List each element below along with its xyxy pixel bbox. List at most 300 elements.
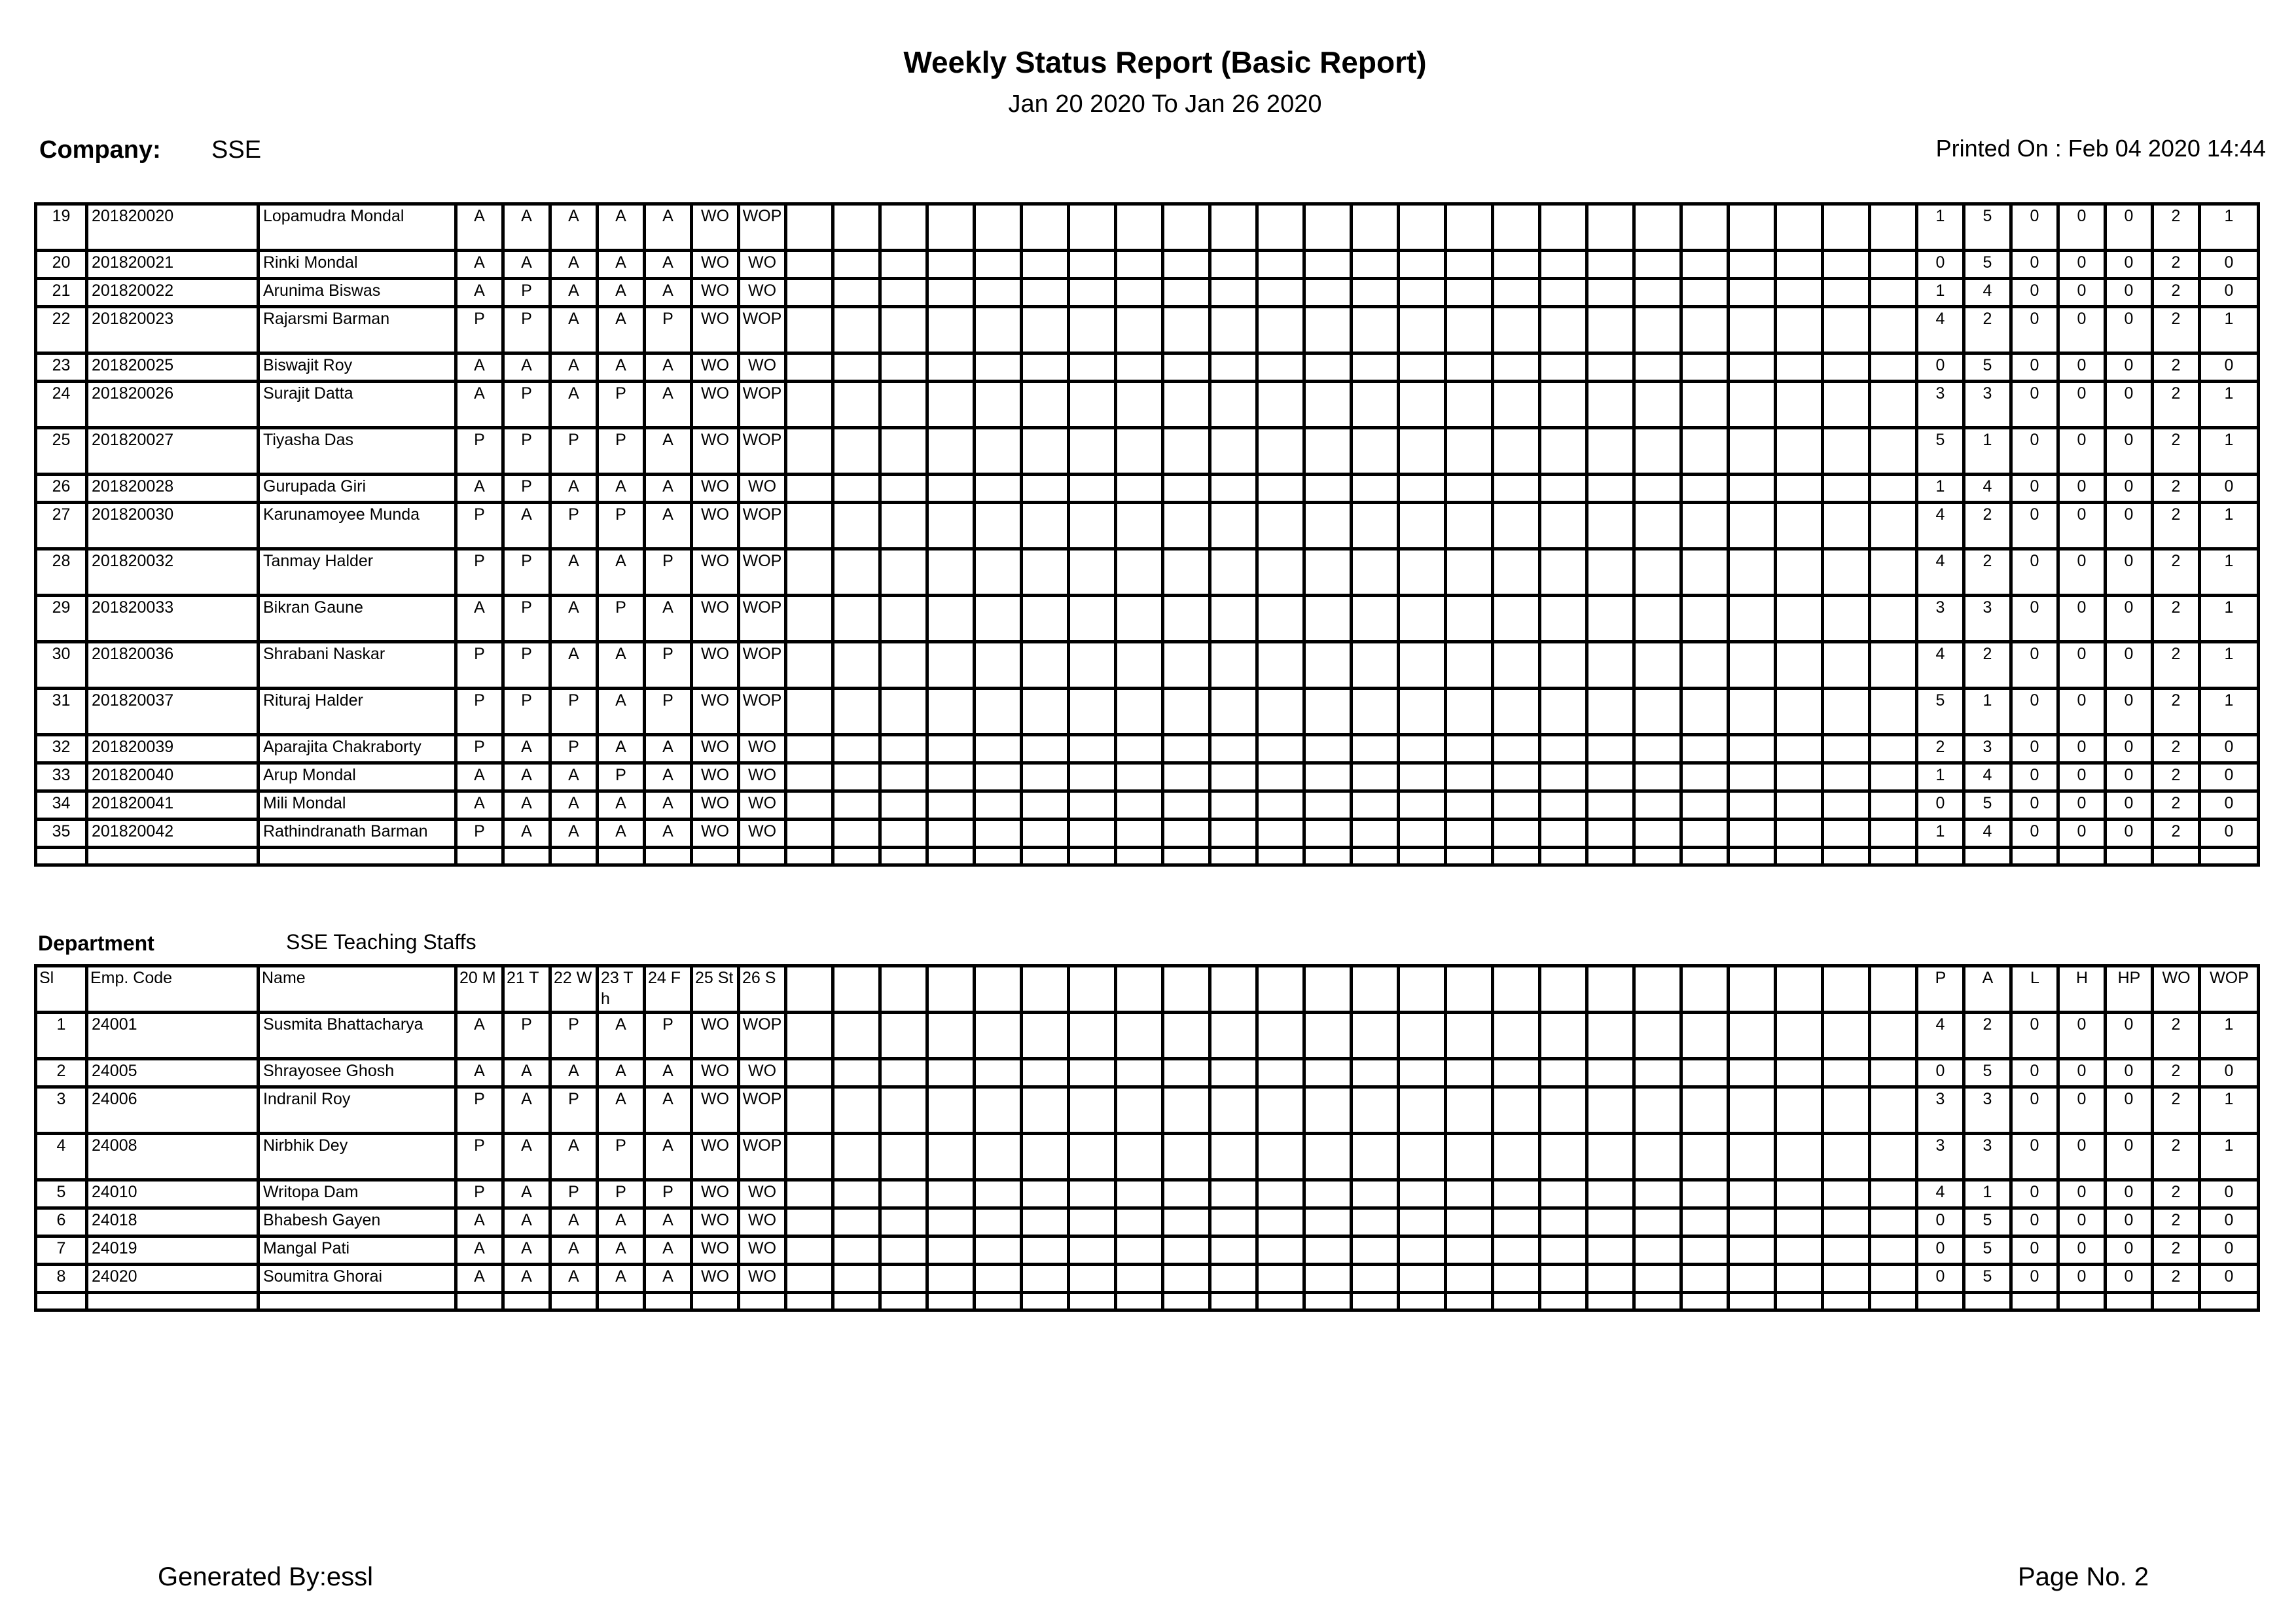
day-cell: A: [456, 596, 503, 642]
name-cell: Nirbhik Dey: [259, 1134, 456, 1180]
empty-day-cell: [1540, 382, 1587, 428]
day-cell: WO: [739, 1180, 786, 1208]
l-count-cell: 0: [2011, 642, 2058, 689]
day-cell: A: [456, 1265, 503, 1293]
empty-day-cell: [1587, 279, 1634, 307]
empty-day-cell: [1823, 1208, 1870, 1236]
empty-day-cell: [1587, 966, 1634, 1013]
wo-count-cell: 2: [2153, 1208, 2200, 1236]
empty-day-cell: [1634, 735, 1681, 763]
empty-day-cell: [1634, 1208, 1681, 1236]
empty-day-cell: [1304, 1013, 1352, 1059]
empty-day-cell: [1257, 353, 1304, 382]
empty-day-cell: [1681, 1208, 1729, 1236]
wo-count-cell: 2: [2153, 596, 2200, 642]
day-cell: WO: [739, 1059, 786, 1087]
empty-day-cell: [1870, 1134, 1917, 1180]
wop-count-cell: 0: [2200, 820, 2259, 848]
empty-day-cell: [1634, 1265, 1681, 1293]
emp-code-cell: 201820023: [87, 307, 259, 353]
wop-count-cell: 0: [2200, 1265, 2259, 1293]
day-cell: WO: [692, 1059, 739, 1087]
empty-day-cell: [1729, 596, 1776, 642]
empty-day-cell: [1069, 475, 1116, 503]
empty-day-cell: [975, 1013, 1022, 1059]
empty-day-cell: [1399, 1059, 1446, 1087]
sl-cell: 20: [36, 251, 87, 279]
empty-day-cell: [1116, 251, 1163, 279]
l-count-cell: 0: [2011, 428, 2058, 475]
wop-count-cell: 0: [2200, 279, 2259, 307]
empty-day-cell: [1304, 307, 1352, 353]
empty-day-cell: [1823, 204, 1870, 251]
empty-day-cell: [1681, 642, 1729, 689]
name-cell: Tanmay Halder: [259, 549, 456, 596]
empty-day-cell: [1729, 966, 1776, 1013]
empty-day-cell: [1729, 1013, 1776, 1059]
empty-day-cell: [1493, 307, 1540, 353]
empty-day-cell: [1163, 279, 1210, 307]
empty-cell: [259, 848, 456, 865]
emp-code-cell: 201820036: [87, 642, 259, 689]
empty-day-cell: [1870, 966, 1917, 1013]
empty-day-cell: [1163, 820, 1210, 848]
empty-day-cell: [1304, 353, 1352, 382]
empty-cell: [1163, 1293, 1210, 1310]
empty-day-cell: [1163, 1180, 1210, 1208]
empty-day-cell: [1446, 1180, 1493, 1208]
empty-day-cell: [1069, 279, 1116, 307]
a-count-cell: 5: [1964, 251, 2011, 279]
empty-day-cell: [1587, 1087, 1634, 1134]
empty-day-cell: [1681, 763, 1729, 791]
hp-count-cell: 0: [2106, 596, 2153, 642]
empty-cell: [1634, 1293, 1681, 1310]
empty-cell: [550, 848, 598, 865]
day-cell: A: [550, 1059, 598, 1087]
empty-day-cell: [1776, 279, 1823, 307]
empty-day-cell: [880, 966, 927, 1013]
empty-day-cell: [1540, 307, 1587, 353]
empty-day-cell: [1163, 382, 1210, 428]
table-row: [36, 763, 2259, 791]
h-count-cell: 0: [2058, 1134, 2106, 1180]
day-cell: WO: [739, 820, 786, 848]
empty-day-cell: [975, 763, 1022, 791]
wop-count-cell: 1: [2200, 204, 2259, 251]
empty-day-cell: [1210, 353, 1257, 382]
day-cell: WO: [692, 1013, 739, 1059]
empty-cell: [2153, 1293, 2200, 1310]
wo-count-cell: 2: [2153, 475, 2200, 503]
empty-day-cell: [1257, 382, 1304, 428]
empty-day-cell: [1116, 307, 1163, 353]
empty-day-cell: [1446, 1059, 1493, 1087]
empty-cell: [1022, 848, 1069, 865]
empty-day-cell: [1352, 791, 1399, 820]
day-cell: WO: [739, 735, 786, 763]
empty-day-cell: [1399, 307, 1446, 353]
empty-day-cell: [1823, 279, 1870, 307]
wo-count-cell: 2: [2153, 763, 2200, 791]
empty-day-cell: [1069, 820, 1116, 848]
day-cell: A: [456, 763, 503, 791]
wop-count-cell: 1: [2200, 596, 2259, 642]
empty-day-cell: [927, 763, 975, 791]
empty-day-cell: [833, 1059, 880, 1087]
empty-day-cell: [1210, 279, 1257, 307]
empty-day-cell: [786, 1087, 833, 1134]
h-count-cell: 0: [2058, 596, 2106, 642]
empty-day-cell: [1022, 1265, 1069, 1293]
name-cell: Rajarsmi Barman: [259, 307, 456, 353]
empty-day-cell: [1163, 642, 1210, 689]
empty-day-cell: [1304, 1236, 1352, 1265]
hp-count-cell: 0: [2106, 1013, 2153, 1059]
empty-day-cell: [1022, 1087, 1069, 1134]
empty-day-cell: [1163, 1236, 1210, 1265]
empty-day-cell: [786, 1059, 833, 1087]
empty-day-cell: [1823, 382, 1870, 428]
empty-day-cell: [833, 382, 880, 428]
p-count-cell: 5: [1917, 689, 1964, 735]
table-row: [36, 1059, 2259, 1087]
empty-day-cell: [1022, 820, 1069, 848]
empty-day-cell: [927, 475, 975, 503]
emp-code-cell: 201820028: [87, 475, 259, 503]
day-cell: A: [503, 251, 550, 279]
p-count-cell: 1: [1917, 820, 1964, 848]
empty-day-cell: [1870, 1087, 1917, 1134]
empty-day-cell: [1069, 503, 1116, 549]
day-cell: WOP: [739, 549, 786, 596]
empty-day-cell: [1210, 1013, 1257, 1059]
empty-day-cell: [1681, 1236, 1729, 1265]
empty-day-cell: [786, 382, 833, 428]
empty-day-cell: [1069, 428, 1116, 475]
empty-day-cell: [1681, 689, 1729, 735]
day-cell: A: [645, 763, 692, 791]
day-cell: WO: [692, 279, 739, 307]
name-cell: Susmita Bhattacharya: [259, 1013, 456, 1059]
empty-cell: [2153, 848, 2200, 865]
empty-day-cell: [1634, 763, 1681, 791]
p-count-cell: 1: [1917, 763, 1964, 791]
day-cell: WO: [739, 791, 786, 820]
h-count-cell: 0: [2058, 307, 2106, 353]
empty-day-cell: [1446, 596, 1493, 642]
day-cell: P: [598, 763, 645, 791]
empty-day-cell: [1776, 1087, 1823, 1134]
column-header: 24 F: [645, 966, 692, 1013]
empty-day-cell: [1681, 428, 1729, 475]
day-cell: WOP: [739, 503, 786, 549]
empty-day-cell: [1304, 549, 1352, 596]
l-count-cell: 0: [2011, 763, 2058, 791]
column-header: 20 M: [456, 966, 503, 1013]
empty-day-cell: [1069, 1013, 1116, 1059]
day-cell: WOP: [739, 204, 786, 251]
wo-count-cell: 2: [2153, 1265, 2200, 1293]
empty-day-cell: [1540, 279, 1587, 307]
empty-day-cell: [1446, 1265, 1493, 1293]
sl-cell: 31: [36, 689, 87, 735]
day-cell: A: [598, 307, 645, 353]
p-count-cell: 0: [1917, 1059, 1964, 1087]
day-cell: A: [550, 279, 598, 307]
empty-day-cell: [1446, 966, 1493, 1013]
empty-cell: [1823, 848, 1870, 865]
empty-day-cell: [1870, 549, 1917, 596]
empty-day-cell: [1540, 735, 1587, 763]
day-cell: WO: [692, 307, 739, 353]
empty-day-cell: [1587, 549, 1634, 596]
empty-day-cell: [1352, 1134, 1399, 1180]
empty-day-cell: [1870, 642, 1917, 689]
day-cell: A: [550, 549, 598, 596]
emp-code-cell: 24019: [87, 1236, 259, 1265]
a-count-cell: 3: [1964, 596, 2011, 642]
name-cell: Indranil Roy: [259, 1087, 456, 1134]
empty-day-cell: [1587, 1236, 1634, 1265]
sl-cell: 33: [36, 763, 87, 791]
name-cell: Rathindranath Barman: [259, 820, 456, 848]
name-cell: Lopamudra Mondal: [259, 204, 456, 251]
wo-count-cell: 2: [2153, 1180, 2200, 1208]
empty-day-cell: [1304, 382, 1352, 428]
empty-cell: [1210, 848, 1257, 865]
empty-day-cell: [786, 1134, 833, 1180]
empty-day-cell: [1776, 1013, 1823, 1059]
empty-day-cell: [833, 689, 880, 735]
empty-day-cell: [1776, 791, 1823, 820]
p-count-cell: 4: [1917, 503, 1964, 549]
table-row: [36, 204, 2259, 251]
empty-day-cell: [1776, 689, 1823, 735]
day-cell: A: [645, 735, 692, 763]
empty-day-cell: [1352, 689, 1399, 735]
empty-day-cell: [880, 251, 927, 279]
empty-day-cell: [1729, 475, 1776, 503]
empty-cell: [1069, 1293, 1116, 1310]
empty-day-cell: [1352, 1265, 1399, 1293]
hp-count-cell: 0: [2106, 475, 2153, 503]
empty-day-cell: [1587, 204, 1634, 251]
empty-day-cell: [1823, 966, 1870, 1013]
a-count-cell: 3: [1964, 1087, 2011, 1134]
empty-day-cell: [1634, 204, 1681, 251]
page-number: Page No. 2: [2018, 1562, 2149, 1591]
empty-cell: [598, 848, 645, 865]
company-label: Company:: [39, 136, 161, 164]
empty-day-cell: [1163, 428, 1210, 475]
sl-cell: 8: [36, 1265, 87, 1293]
wop-count-cell: 0: [2200, 475, 2259, 503]
report-title: Weekly Status Report (Basic Report): [903, 45, 1427, 79]
empty-cell: [1823, 1293, 1870, 1310]
a-count-cell: 4: [1964, 763, 2011, 791]
day-cell: A: [503, 1087, 550, 1134]
empty-day-cell: [1870, 204, 1917, 251]
empty-day-cell: [1681, 1087, 1729, 1134]
empty-day-cell: [975, 1265, 1022, 1293]
empty-day-cell: [833, 1265, 880, 1293]
emp-code-cell: 201820022: [87, 279, 259, 307]
empty-day-cell: [1022, 353, 1069, 382]
empty-day-cell: [1540, 1208, 1587, 1236]
a-count-cell: 4: [1964, 475, 2011, 503]
empty-day-cell: [1681, 475, 1729, 503]
wo-count-cell: 2: [2153, 353, 2200, 382]
day-cell: A: [550, 204, 598, 251]
empty-day-cell: [1681, 503, 1729, 549]
empty-day-cell: [1069, 791, 1116, 820]
empty-day-cell: [833, 307, 880, 353]
day-cell: P: [456, 428, 503, 475]
empty-day-cell: [975, 1208, 1022, 1236]
empty-cell: [1446, 848, 1493, 865]
empty-day-cell: [833, 204, 880, 251]
empty-day-cell: [1729, 1087, 1776, 1134]
empty-day-cell: [1116, 1087, 1163, 1134]
emp-code-cell: 201820033: [87, 596, 259, 642]
empty-day-cell: [1493, 1208, 1540, 1236]
empty-day-cell: [1634, 428, 1681, 475]
empty-day-cell: [1776, 966, 1823, 1013]
empty-day-cell: [927, 1087, 975, 1134]
empty-day-cell: [786, 1236, 833, 1265]
table-row: [36, 689, 2259, 735]
empty-day-cell: [1399, 382, 1446, 428]
day-cell: WO: [739, 279, 786, 307]
day-cell: A: [550, 382, 598, 428]
empty-day-cell: [1304, 1265, 1352, 1293]
empty-day-cell: [1304, 966, 1352, 1013]
empty-day-cell: [1210, 596, 1257, 642]
empty-day-cell: [1634, 1236, 1681, 1265]
day-cell: A: [456, 1013, 503, 1059]
empty-day-cell: [1352, 820, 1399, 848]
empty-day-cell: [1540, 689, 1587, 735]
empty-day-cell: [975, 966, 1022, 1013]
p-count-cell: 2: [1917, 735, 1964, 763]
wop-count-cell: 0: [2200, 1059, 2259, 1087]
l-count-cell: 0: [2011, 1180, 2058, 1208]
day-cell: A: [645, 428, 692, 475]
empty-day-cell: [1399, 279, 1446, 307]
column-header: 25 St: [692, 966, 739, 1013]
empty-day-cell: [1446, 503, 1493, 549]
empty-day-cell: [833, 596, 880, 642]
empty-day-cell: [1304, 791, 1352, 820]
empty-day-cell: [1304, 596, 1352, 642]
empty-day-cell: [1352, 1013, 1399, 1059]
day-cell: WO: [739, 251, 786, 279]
day-cell: A: [645, 1208, 692, 1236]
empty-cell: [1022, 1293, 1069, 1310]
hp-count-cell: 0: [2106, 307, 2153, 353]
empty-day-cell: [786, 689, 833, 735]
empty-day-cell: [1116, 279, 1163, 307]
empty-day-cell: [880, 596, 927, 642]
empty-cell: [2011, 1293, 2058, 1310]
day-cell: A: [456, 382, 503, 428]
day-cell: P: [550, 1087, 598, 1134]
empty-cell: [1210, 1293, 1257, 1310]
empty-day-cell: [1352, 475, 1399, 503]
empty-day-cell: [1870, 1059, 1917, 1087]
empty-day-cell: [1681, 251, 1729, 279]
day-cell: A: [645, 1134, 692, 1180]
empty-day-cell: [1022, 475, 1069, 503]
day-cell: A: [598, 735, 645, 763]
empty-cell: [1116, 848, 1163, 865]
a-count-cell: 5: [1964, 353, 2011, 382]
empty-day-cell: [1776, 307, 1823, 353]
empty-day-cell: [1587, 689, 1634, 735]
a-count-cell: 2: [1964, 642, 2011, 689]
day-cell: A: [598, 1087, 645, 1134]
empty-day-cell: [1681, 1265, 1729, 1293]
wo-count-cell: 2: [2153, 549, 2200, 596]
empty-day-cell: [1163, 549, 1210, 596]
empty-cell: [1870, 1293, 1917, 1310]
l-count-cell: 0: [2011, 503, 2058, 549]
empty-day-cell: [1210, 428, 1257, 475]
empty-day-cell: [1681, 596, 1729, 642]
day-cell: A: [645, 279, 692, 307]
name-cell: Rinki Mondal: [259, 251, 456, 279]
sl-cell: 7: [36, 1236, 87, 1265]
empty-day-cell: [1776, 428, 1823, 475]
empty-day-cell: [1729, 1180, 1776, 1208]
empty-day-cell: [1870, 596, 1917, 642]
day-cell: P: [456, 1087, 503, 1134]
day-cell: WO: [739, 1208, 786, 1236]
empty-day-cell: [833, 503, 880, 549]
day-cell: P: [503, 279, 550, 307]
empty-day-cell: [1304, 1208, 1352, 1236]
sl-cell: 22: [36, 307, 87, 353]
wop-count-cell: 0: [2200, 1236, 2259, 1265]
day-cell: A: [503, 204, 550, 251]
empty-day-cell: [927, 251, 975, 279]
wo-count-cell: 2: [2153, 689, 2200, 735]
empty-day-cell: [975, 353, 1022, 382]
empty-day-cell: [786, 1180, 833, 1208]
empty-day-cell: [1304, 820, 1352, 848]
empty-day-cell: [1163, 1013, 1210, 1059]
day-cell: A: [503, 1134, 550, 1180]
empty-day-cell: [1776, 763, 1823, 791]
empty-day-cell: [1069, 1180, 1116, 1208]
empty-day-cell: [1163, 1059, 1210, 1087]
empty-cell: [87, 848, 259, 865]
day-cell: A: [550, 251, 598, 279]
column-header: A: [1964, 966, 2011, 1013]
wo-count-cell: 2: [2153, 820, 2200, 848]
empty-day-cell: [1634, 966, 1681, 1013]
empty-day-cell: [1352, 966, 1399, 1013]
day-cell: A: [598, 791, 645, 820]
empty-day-cell: [1116, 382, 1163, 428]
l-count-cell: 0: [2011, 204, 2058, 251]
empty-day-cell: [1870, 1236, 1917, 1265]
p-count-cell: 4: [1917, 1013, 1964, 1059]
h-count-cell: 0: [2058, 1087, 2106, 1134]
empty-day-cell: [975, 1134, 1022, 1180]
empty-cell: [1964, 848, 2011, 865]
